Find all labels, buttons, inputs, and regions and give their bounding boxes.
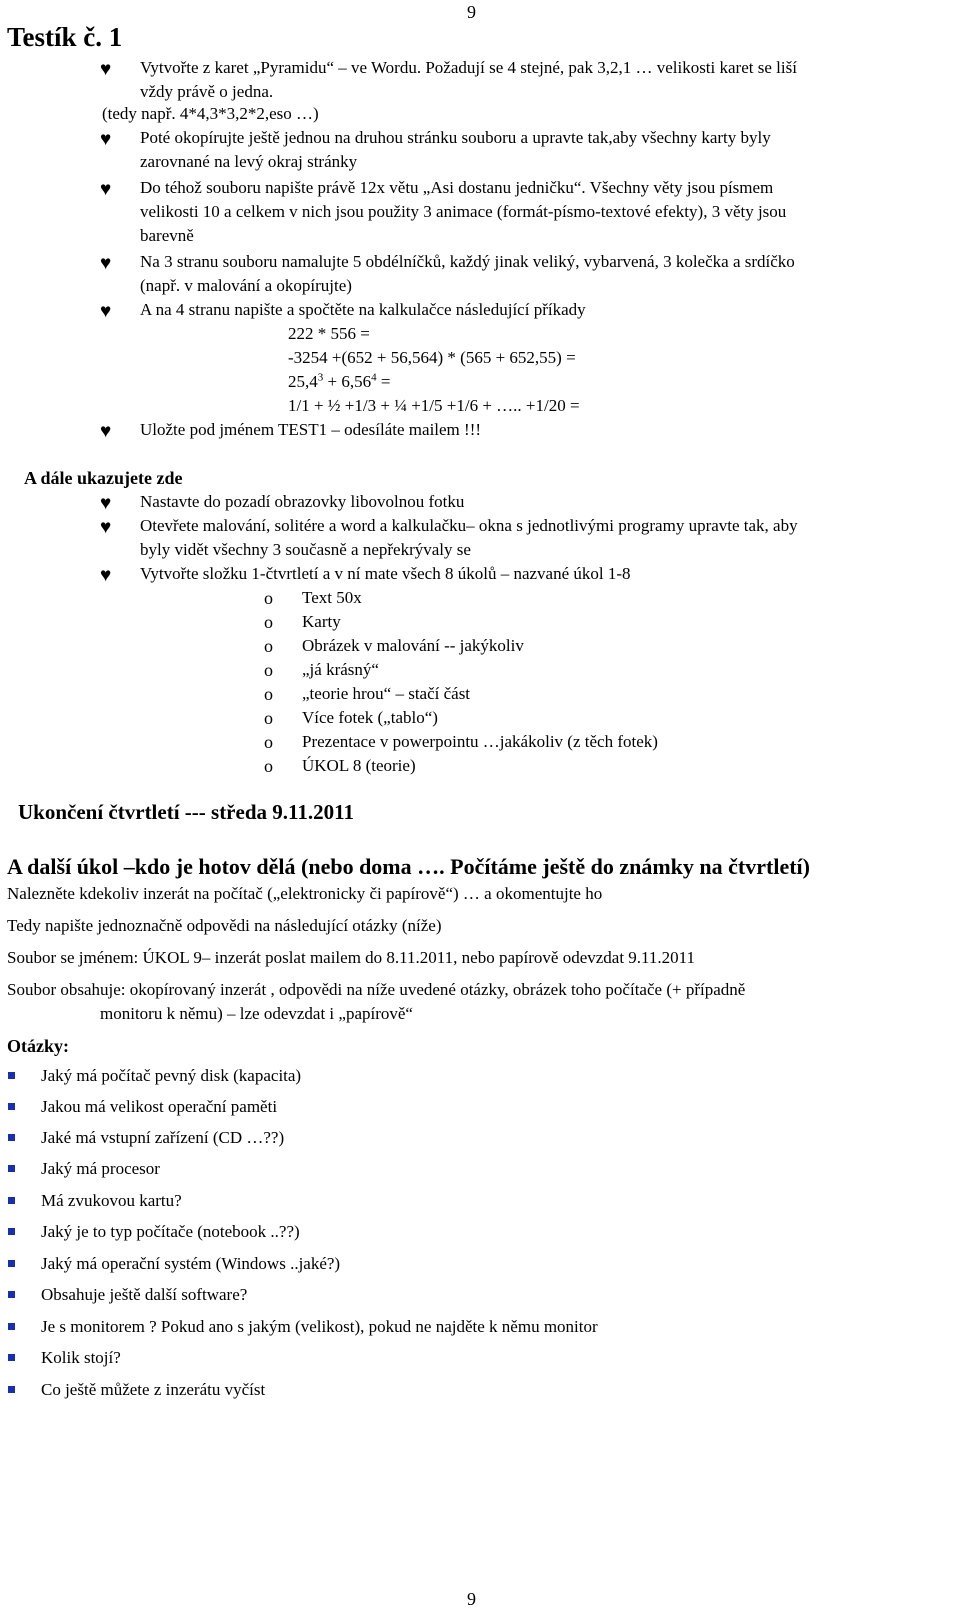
paragraph: Tedy napište jednoznačně odpovědi na následující otázky (níže) [7, 916, 442, 935]
question-item: Jakou má velikost operační paměti [41, 1097, 278, 1116]
equation: 222 * 556 = [288, 324, 370, 343]
task-line: Uložte pod jménem TEST1 – odesíláte mailem !!! [140, 420, 482, 439]
square-bullet-icon [8, 1134, 15, 1141]
square-bullet-icon [8, 1072, 15, 1079]
task-line: Poté okopírujte ještě jednou na druhou stránku souboru a upravte tak,aby všechny karty byly [140, 128, 771, 147]
sub-item: Prezentace v powerpointu …jakákoliv (z těch fotek) [302, 732, 658, 751]
square-bullet-icon [8, 1197, 15, 1204]
square-bullet-icon [8, 1165, 15, 1172]
sub-item: Karty [302, 612, 341, 631]
task-line: vždy právě o jedna. [140, 82, 274, 101]
sub-item: ÚKOL 8 (teorie) [302, 756, 416, 775]
circle-bullet-icon: o [264, 612, 273, 632]
page-title: Testík č. 1 [7, 22, 123, 52]
heart-bullet-icon: ♥ [100, 253, 112, 274]
heart-bullet-icon: ♥ [100, 59, 112, 80]
heart-bullet-icon: ♥ [100, 565, 112, 586]
equation [288, 372, 390, 392]
task-line: Vytvořte z karet „Pyramidu“ – ve Wordu. Požadují se 4 stejné, pak 3,2,1 … velikosti karet se liší [140, 58, 797, 77]
square-bullet-icon [8, 1354, 15, 1361]
equation-part: + 6,56 [323, 372, 372, 391]
page-number-bottom: 9 [467, 1589, 476, 1609]
task-line: A na 4 stranu napište a spočtěte na kalkulačce následující příkady [140, 300, 586, 319]
square-bullet-icon [8, 1228, 15, 1235]
task-line: Do téhož souboru napište právě 12x větu „Asi dostanu jedničku“. Všechny věty jsou písmem [140, 178, 774, 197]
task-line: byly vidět všechny 3 současně a nepřekrývaly se [140, 540, 471, 559]
sub-item: „teorie hrou“ – stačí část [302, 684, 471, 703]
question-item: Co ještě můžete z inzerátu vyčíst [41, 1380, 266, 1399]
task-line: (tedy např. 4*4,3*3,2*2,eso …) [102, 104, 319, 123]
square-bullet-icon [8, 1260, 15, 1267]
question-item: Má zvukovou kartu? [41, 1191, 182, 1210]
end-of-quarter-heading: Ukončení čtvrtletí --- středa 9.11.2011 [18, 800, 354, 824]
question-item: Je s monitorem ? Pokud ano s jakým (velikost), pokud ne najděte k němu monitor [41, 1317, 598, 1336]
questions-heading: Otázky: [7, 1036, 69, 1056]
square-bullet-icon [8, 1103, 15, 1110]
page-number-top: 9 [467, 2, 476, 22]
task-line: velikosti 10 a celkem v nich jsou použity 3 animace (formát-písmo-textové efekty), 3 věty jsou [140, 202, 787, 221]
sub-item: „já krásný“ [302, 660, 379, 679]
equation-exponent: 4 [371, 371, 377, 384]
equation-part: = [376, 372, 391, 391]
section-heading: A další úkol –kdo je hotov dělá (nebo doma …. Počítáme ještě do známky na čtvrtletí) [7, 854, 810, 879]
square-bullet-icon [8, 1386, 15, 1393]
task-line: (např. v malování a okopírujte) [140, 276, 352, 295]
circle-bullet-icon: o [264, 756, 273, 776]
circle-bullet-icon: o [264, 636, 273, 656]
equation: -3254 +(652 + 56,564) * (565 + 652,55) = [288, 348, 576, 367]
sub-item: Více fotek („tablo“) [302, 708, 438, 727]
question-item: Jaký má počítač pevný disk (kapacita) [41, 1066, 302, 1085]
section-heading: A dále ukazujete zde [24, 468, 183, 488]
task-line: Na 3 stranu souboru namalujte 5 obdélníčků, každý jinak veliký, vybarvená, 3 kolečka a srdíčko [140, 252, 795, 271]
paragraph: Soubor obsahuje: okopírovaný inzerát , odpovědi na níže uvedené otázky, obrázek toho počítače (+ případně [7, 980, 746, 999]
circle-bullet-icon: o [264, 660, 273, 680]
equation-part: 25,4 [288, 372, 318, 391]
sub-item: Obrázek v malování -- jakýkoliv [302, 636, 524, 655]
question-item: Jaký má operační systém (Windows ..jaké?) [41, 1254, 341, 1273]
heart-bullet-icon: ♥ [100, 421, 112, 442]
circle-bullet-icon: o [264, 732, 273, 752]
paragraph: Soubor se jménem: ÚKOL 9– inzerát poslat mailem do 8.11.2011, nebo papírově odevzdat 9.11.2011 [7, 948, 696, 967]
square-bullet-icon [8, 1323, 15, 1330]
square-bullet-icon [8, 1291, 15, 1298]
question-item: Jaké má vstupní zařízení (CD …??) [41, 1128, 285, 1147]
heart-bullet-icon: ♥ [100, 301, 112, 322]
heart-bullet-icon: ♥ [100, 179, 112, 200]
paragraph: monitoru k němu) – lze odevzdat i „papírově“ [100, 1004, 413, 1023]
question-item: Jaký má procesor [41, 1159, 160, 1178]
task-line: Nastavte do pozadí obrazovky libovolnou fotku [140, 492, 465, 511]
task-line: Otevřete malování, solitére a word a kalkulačku– okna s jednotlivými programy upravte tak, aby [140, 516, 798, 535]
question-item: Jaký je to typ počítače (notebook ..??) [41, 1222, 300, 1241]
sub-item: Text 50x [302, 588, 362, 607]
circle-bullet-icon: o [264, 684, 273, 704]
heart-bullet-icon: ♥ [100, 493, 112, 514]
paragraph: Nalezněte kdekoliv inzerát na počítač („elektronicky či papírově“) … a okomentujte ho [7, 884, 603, 903]
question-item: Obsahuje ještě další software? [41, 1285, 248, 1304]
heart-bullet-icon: ♥ [100, 129, 112, 150]
circle-bullet-icon: o [264, 708, 273, 728]
equation-exponent: 3 [317, 371, 324, 384]
task-line: zarovnané na levý okraj stránky [140, 152, 358, 171]
circle-bullet-icon: o [264, 588, 273, 608]
task-line: Vytvořte složku 1-čtvrtletí a v ní mate všech 8 úkolů – nazvané úkol 1-8 [140, 564, 631, 583]
task-line: barevně [140, 226, 194, 245]
equation: 1/1 + ½ +1/3 + ¼ +1/5 +1/6 + ….. +1/20 = [288, 396, 580, 415]
question-item: Kolik stojí? [41, 1348, 121, 1367]
heart-bullet-icon: ♥ [100, 517, 112, 538]
